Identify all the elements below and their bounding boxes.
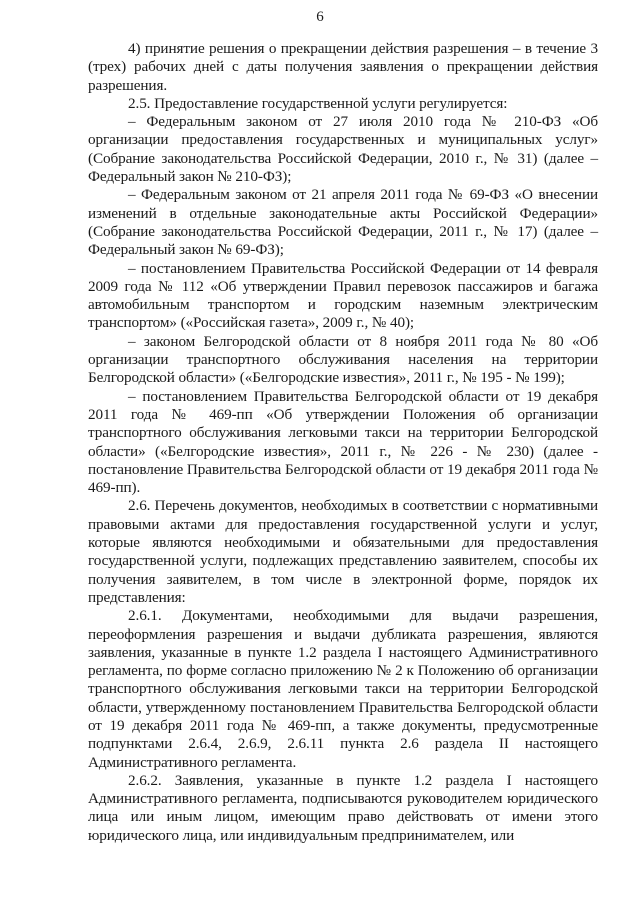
paragraph-resolution-112: – постановлением Правительства Российской Федерации от 14 февраля 2009 года № 112 «Об утверждении Правил перевозок пассажиров и багажа автомобильным транспортом и городским наземным электрическим транспортом» («Российская газета», 2009 г., № 40);	[88, 259, 598, 332]
paragraph-resolution-469-pp: – постановлением Правительства Белгородской области от 19 декабря 2011 года № 469-пп «Об утверждении Положения об организации транспортного обслуживания легковыми такси на территории Белгородской области» («Белгородские известия», 2011 г., № 226 - № 230) (далее - постановление Правительства Белгородской области от 19 декабря 2011 года № 469-пп).	[88, 387, 598, 497]
page-number: 6	[316, 9, 324, 25]
paragraph-regional-law-80: – законом Белгородской области от 8 ноября 2011 года № 80 «Об организации транспортного обслуживания населения на территории Белгородской области» («Белгородские известия», 2011 г., № 195 - № 199);	[88, 332, 598, 387]
document-body	[88, 40, 598, 845]
paragraph-law-210-fz: – Федеральным законом от 27 июля 2010 года № 210-ФЗ «Об организации предоставления государственных и муниципальных услуг» (Собрание законодательства Российской Федерации, 2010 г., № 31) (далее – Федеральный закон № 210-ФЗ);	[88, 113, 598, 186]
paragraph-item-4-decision: 4) принятие решения о прекращении действия разрешения – в течение 3 (трех) рабочих дней с даты получения заявления о прекращении действия разрешения.	[88, 40, 598, 94]
paragraph-2-6-documents-list: 2.6. Перечень документов, необходимых в соответствии с нормативными правовыми актами для предоставления государственной услуги и услуг, которые являются необходимыми и обязательными для предоставления государственной услуги, подлежащих представлению заявителем, способы их получения заявителем, в том числе в электронной форме, порядок их представления:	[88, 497, 598, 606]
paragraph-2-5-heading: 2.5. Предоставление государственной услуги регулируется:	[128, 94, 508, 112]
paragraph-2-6-2-applications-signing: 2.6.2. Заявления, указанные в пункте 1.2 раздела I настоящего Административного регламента, подписываются руководителем юридического лица или иным лицом, имеющим право действовать от имени этого юридического лица, или индивидуальным предпринимателем, или	[88, 771, 598, 844]
paragraph-law-69-fz: – Федеральным законом от 21 апреля 2011 года № 69-ФЗ «О внесении изменений в отдельные законодательные акты Российской Федерации» (Собрание законодательства Российской Федерации, 2011 г., № 17) (далее – Федеральный закон № 69-ФЗ);	[88, 186, 598, 259]
paragraph-2-6-1-required-documents: 2.6.1. Документами, необходимыми для выдачи разрешения, переоформления разрешения и выдачи дубликата разрешения, являются заявления, указанные в пункте 1.2 раздела I настоящего Административного регламента, по форме согласно приложению № 2 к Положению об организации транспортного обслуживания легковыми такси на территории Белгородской области, утвержденному постановлением Правительства Белгородской области от 19 декабря 2011 года № 469-пп, а также документы, предусмотренные подпунктами 2.6.4, 2.6.9, 2.6.11 пункта 2.6 раздела II настоящего Административного регламента.	[88, 607, 598, 771]
